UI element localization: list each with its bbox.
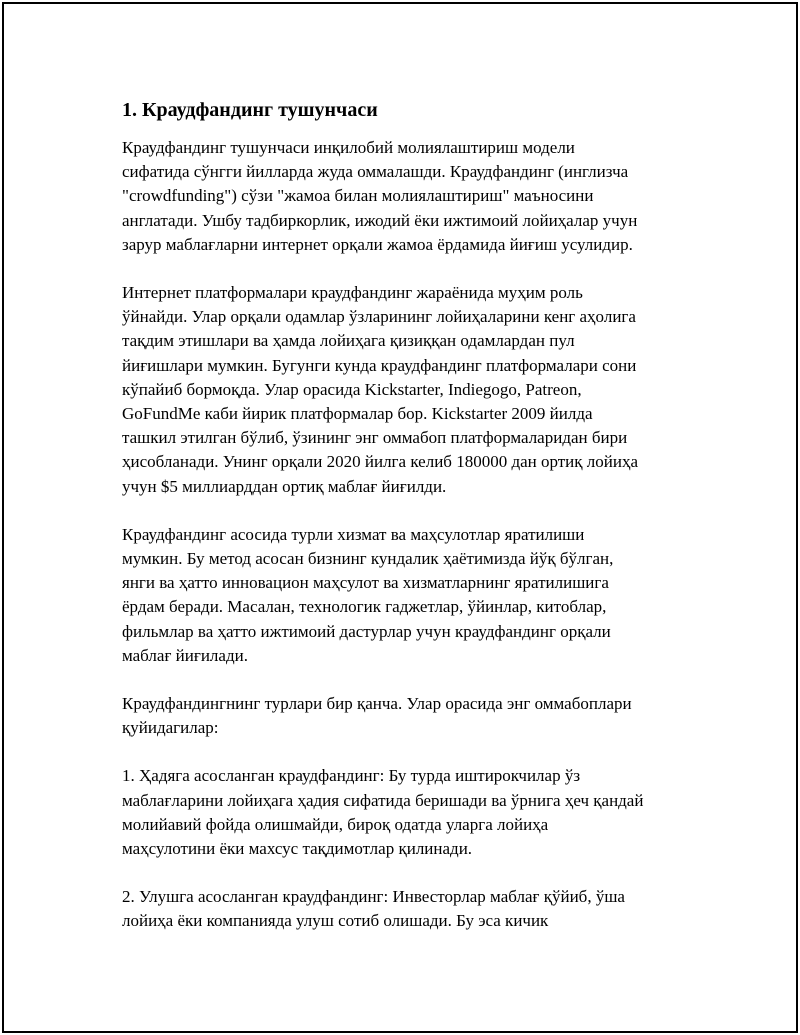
paragraph-donation-type: 1. Ҳадяга асосланган краудфандинг: Бу турда иштирокчилар ўз маблағларини лойиҳага ҳадия сифатида беришади ва ўрнига ҳеч қандай молийавий фойда олишмайди, бироқ одатда уларга лойиҳа маҳсулотини ёки махсус тақдимотлар қилинади. bbox=[122, 766, 644, 859]
section-title: 1. Краудфандинг тушунчаси bbox=[122, 99, 378, 121]
paragraph-products: Краудфандинг асосида турли хизмат ва маҳсулотлар яратилиши мумкин. Бу метод асосан бизнинг кундалик ҳаётимизда йўқ бўлган, янги ва ҳатто инновацион маҳсулот ва хизматларнинг яратилишига ёрдам беради. Масалан, технологик гаджетлар, ўйинлар, китоблар, фильмлар ва ҳатто ижтимоий дастурлар учун краудфандинг орқали маблағ йиғилади. bbox=[122, 524, 614, 665]
paragraph-definition: Краудфандинг тушунчаси инқилобий молиялаштириш модели сифатида сўнгги йилларда жуда оммалашди. Краудфандинг (инглизча "crowdfunding") сўзи "жамоа билан молиялаштириш" маъносини англатади. Ушбу тадбиркорлик, ижодий ёки ижтимоий лойиҳалар учун зарур маблағларни интернет орқали жамоа ёрдамида йиғиш усулидир. bbox=[122, 138, 638, 254]
document-body bbox=[122, 96, 702, 958]
page-frame bbox=[2, 2, 798, 1033]
paragraph-equity-type: 2. Улушга асосланган краудфандинг: Инвесторлар маблағ қўйиб, ўша лойиҳа ёки компанияда улуш сотиб олишади. Бу эса кичик bbox=[122, 887, 625, 931]
paragraph-types-intro: Краудфандингнинг турлари бир қанча. Улар орасида энг оммабоплари қуйидагилар: bbox=[122, 694, 632, 738]
paragraph-platforms: Интернет платформалари краудфандинг жараёнида муҳим роль ўйнайди. Улар орқали одамлар ўзларининг лойиҳаларини кенг аҳолига тақдим этишлари ва ҳамда лойиҳага қизиққан одамлардан пул йиғишлари мумкин. Бугунги кунда краудфандинг платформалари сони кўпайиб бормоқда. Улар орасида Kickstarter, Indiegogo, Patreon, GoFundMe каби йирик платформалар бор. Kickstarter 2009 йилда ташкил этилган бўлиб, ўзининг энг оммабоп платформаларидан бири ҳисобланади. Унинг орқали 2020 йилга келиб 180000 дан ортиқ лойиҳа учун $5 миллиарддан ортиқ маблағ йиғилди. bbox=[122, 283, 639, 496]
